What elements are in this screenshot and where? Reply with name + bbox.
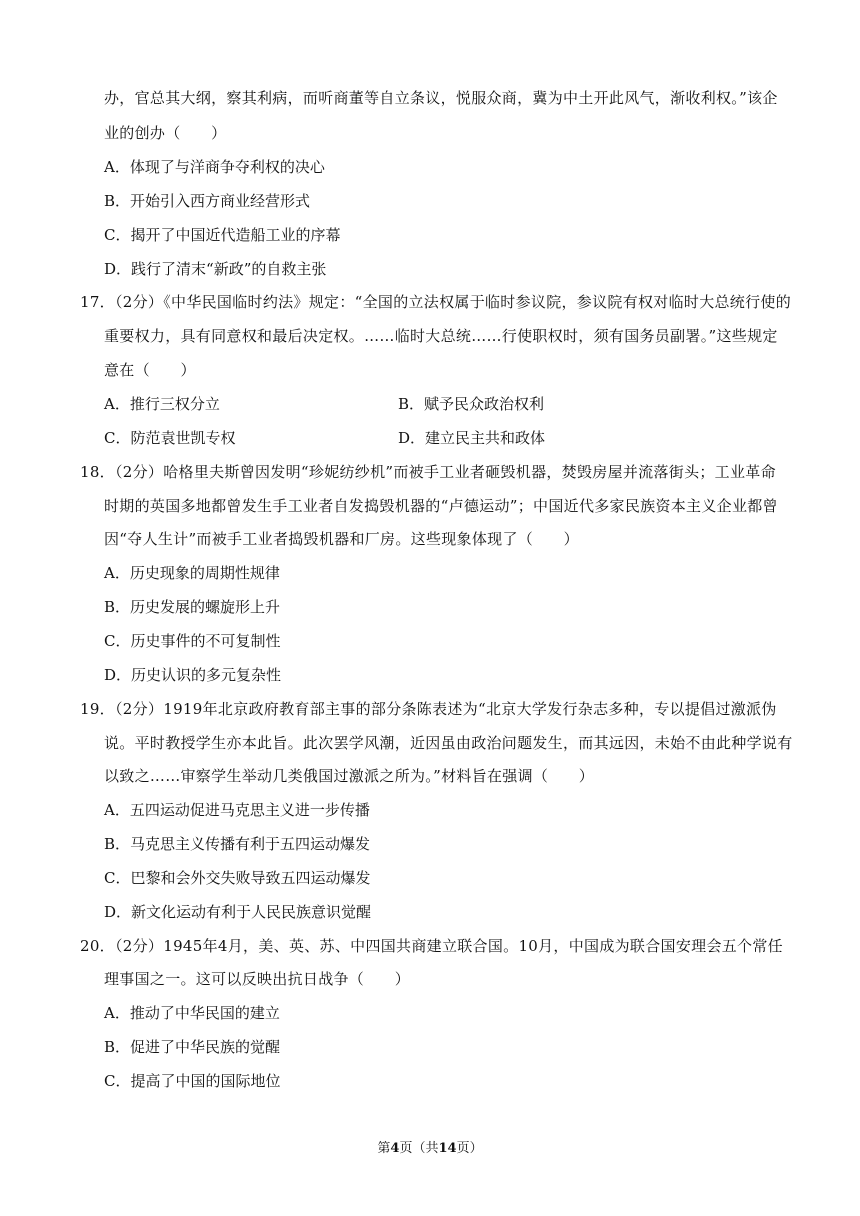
footer-prefix: 第 <box>377 1141 391 1156</box>
q18-option-a: A．历史现象的周期性规律 <box>104 564 280 582</box>
q19-stem-line-3: 以致之……审察学生举动几类俄国过激派之所为。”材料旨在强调（ ） <box>104 767 595 785</box>
q17-stem-line-3: 意在（ ） <box>104 361 196 379</box>
footer-total-pages: 14 <box>438 1141 457 1156</box>
q17-stem-line-1: 17．（2分）《中华民国临时约法》规定：“全国的立法权属于临时参议院，参议院有权对临时大总统行使的 <box>80 293 792 311</box>
q18-stem-line-2: 时期的英国多地都曾发生手工业者自发捣毁机器的“卢德运动”；中国近代多家民族资本主义企业都曾 <box>104 497 778 515</box>
q18-option-b: B．历史发展的螺旋形上升 <box>104 598 281 616</box>
q17-option-c: C．防范袁世凯专权 <box>104 429 236 447</box>
q17-option-d: D．建立民主共和政体 <box>398 429 546 447</box>
q18-stem-line-1: 18．（2分）哈格里夫斯曾因发明“珍妮纺纱机”而被手工业者砸毁机器，焚毁房屋并流落街头；工业革命 <box>80 463 776 481</box>
q19-option-d: D．新文化运动有利于人民民族意识觉醒 <box>104 903 372 921</box>
q19-option-c: C．巴黎和会外交失败导致五四运动爆发 <box>104 869 371 887</box>
q20-stem-line-2: 理事国之一。这可以反映出抗日战争（ ） <box>104 970 411 988</box>
q20-stem-line-1: 20．（2分）1945年4月，美、英、苏、中四国共商建立联合国。10月，中国成为联合国安理会五个常任 <box>80 937 783 955</box>
q19-stem-line-1: 19．（2分）1919年北京政府教育部主事的部分条陈表述为“北京大学发行杂志多种，专以提倡过激派伪 <box>80 700 777 718</box>
q16-option-b: B．开始引入西方商业经营形式 <box>104 192 311 210</box>
q18-option-d: D．历史认识的多元复杂性 <box>104 666 282 684</box>
q16-continuation-line-2: 业的创办（ ） <box>104 124 227 142</box>
q16-option-d: D．践行了清末“新政”的自救主张 <box>104 260 327 278</box>
page-footer <box>0 1140 860 1158</box>
q20-option-a: A．推动了中华民国的建立 <box>104 1004 280 1022</box>
footer-page-number: 4 <box>390 1141 400 1156</box>
footer-mid: 页（共 <box>399 1141 439 1156</box>
q19-option-b: B．马克思主义传播有利于五四运动爆发 <box>104 835 371 853</box>
q20-option-c: C．提高了中国的国际地位 <box>104 1072 281 1090</box>
q16-option-c: C．揭开了中国近代造船工业的序幕 <box>104 226 341 244</box>
q18-stem-line-3: 因“夺人生计”而被手工业者捣毁机器和厂房。这些现象体现了（ ） <box>104 530 579 548</box>
q17-option-a: A．推行三权分立 <box>104 395 220 413</box>
q16-continuation-line-1: 办，官总其大纲，察其利病，而听商董等自立条议，悦服众商，冀为中土开此风气，渐收利权。”该企 <box>104 89 778 107</box>
q19-stem-line-2: 说。平时教授学生亦本此旨。此次罢学风潮，近因虽由政治问题发生，而其远因，未始不由此种学说有 <box>104 734 793 752</box>
q19-option-a: A．五四运动促进马克思主义进一步传播 <box>104 801 370 819</box>
q17-option-b: B．赋予民众政治权利 <box>398 395 545 413</box>
q18-option-c: C．历史事件的不可复制性 <box>104 632 281 650</box>
q17-stem-line-2: 重要权力，具有同意权和最后决定权。……临时大总统……行使职权时，须有国务员副署。”这些规定 <box>104 327 778 345</box>
q16-option-a: A．体现了与洋商争夺利权的决心 <box>104 158 325 176</box>
q20-option-b: B．促进了中华民族的觉醒 <box>104 1038 281 1056</box>
footer-suffix: 页） <box>456 1141 483 1156</box>
